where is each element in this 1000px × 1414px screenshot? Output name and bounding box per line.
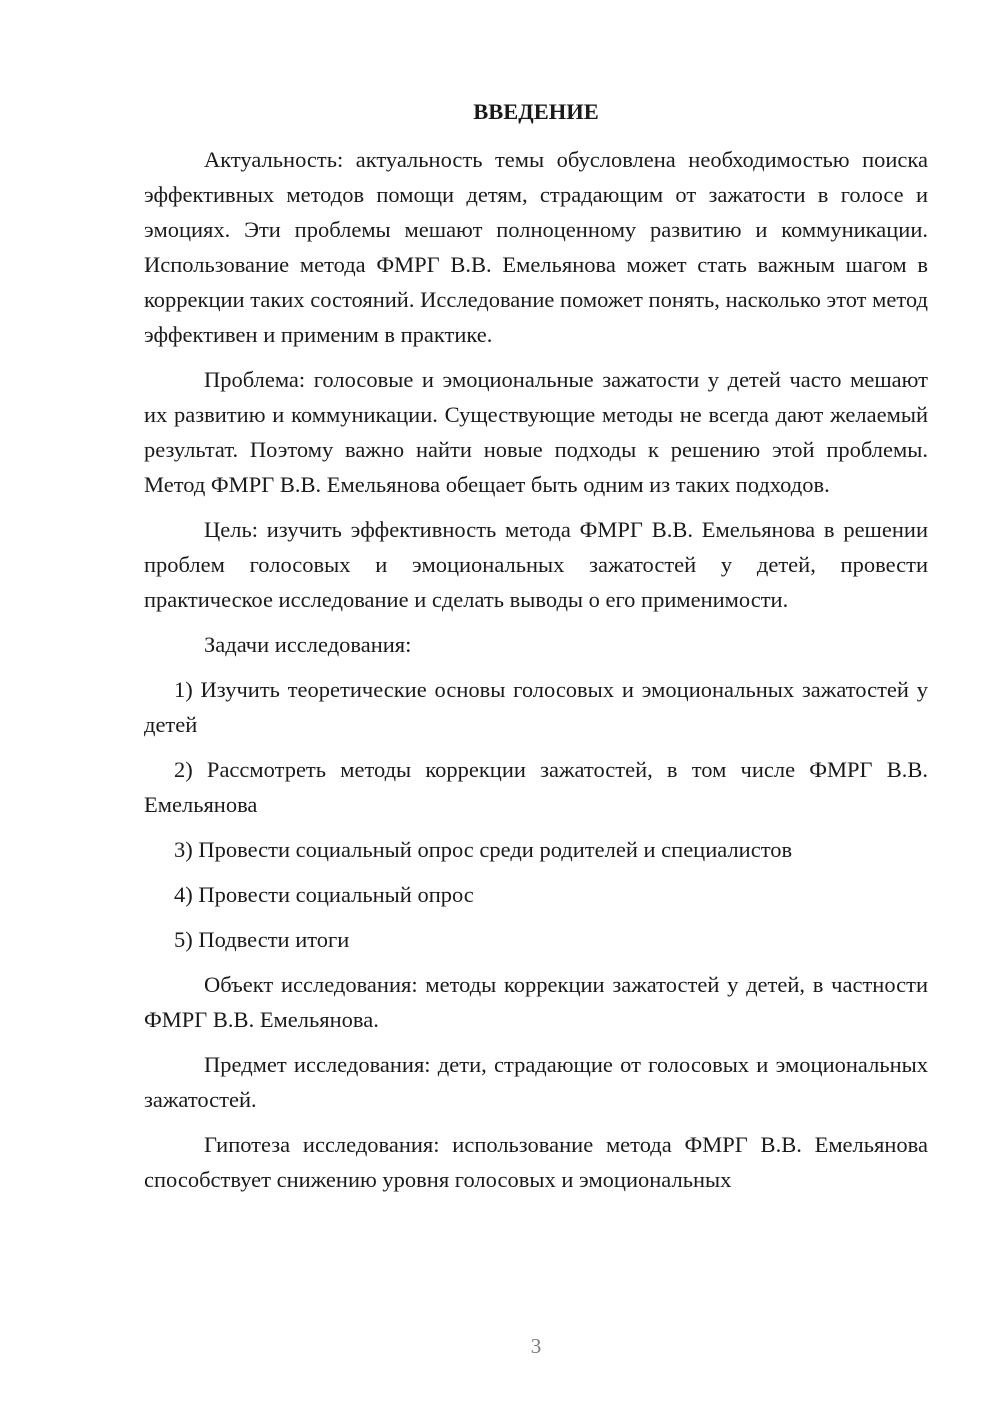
paragraph-subject: Предмет исследования: дети, страдающие от голосовых и эмоциональных зажатостей. xyxy=(144,1052,928,1112)
task-item-3: 3) Провести социальный опрос среди родителей и специалистов xyxy=(174,837,793,862)
task-item-2: 2) Рассмотреть методы коррекции зажатостей, в том числе ФМРГ В.В. Емельянова xyxy=(144,757,928,817)
page-content xyxy=(144,94,928,1197)
task-item-5: 5) Подвести итоги xyxy=(174,927,350,952)
paragraph-relevance: Актуальность: актуальность темы обусловлена необходимостью поиска эффективных методов помощи детям, страдающим от зажатости в голосе и эмоциях. Эти проблемы мешают полноценному развитию и коммуникации. Использование метода ФМРГ В.В. Емельянова может стать важным шагом в коррекции таких состояний. Исследование поможет понять, насколько этот метод эффективен и применим в практике. xyxy=(144,147,928,347)
page-number: 3 xyxy=(530,1334,542,1358)
paragraph-object: Объект исследования: методы коррекции зажатостей у детей, в частности ФМРГ В.В. Емельянова. xyxy=(144,972,928,1032)
task-item-4: 4) Провести социальный опрос xyxy=(174,882,474,907)
paragraph-goal: Цель: изучить эффективность метода ФМРГ В.В. Емельянова в решении проблем голосовых и эмоциональных зажатостей у детей, провести практическое исследование и сделать выводы о его применимости. xyxy=(144,517,928,612)
tasks-heading: Задачи исследования: xyxy=(204,632,412,657)
task-item-1: 1) Изучить теоретические основы голосовых и эмоциональных зажатостей у детей xyxy=(144,677,928,737)
paragraph-hypothesis: Гипотеза исследования: использование метода ФМРГ В.В. Емельянова способствует снижению уровня голосовых и эмоциональных xyxy=(144,1132,928,1192)
paragraph-problem: Проблема: голосовые и эмоциональные зажатости у детей часто мешают их развитию и коммуникации. Существующие методы не всегда дают желаемый результат. Поэтому важно найти новые подходы к решению этой проблемы. Метод ФМРГ В.В. Емельянова обещает быть одним из таких подходов. xyxy=(144,367,928,497)
page-title: ВВЕДЕНИЕ xyxy=(473,99,599,124)
